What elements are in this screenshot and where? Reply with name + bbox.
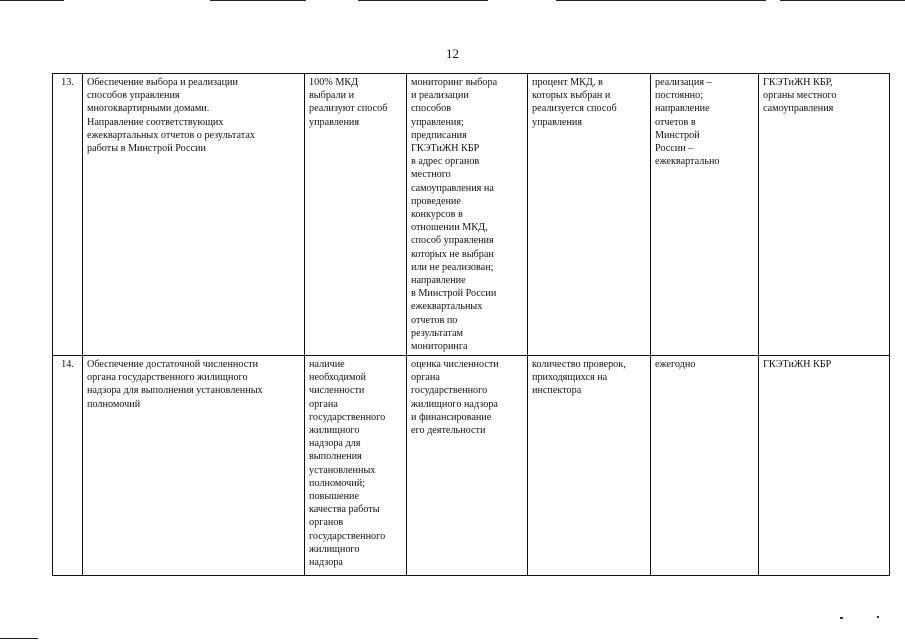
scan-edge-line bbox=[0, 0, 64, 1]
scan-edge-line bbox=[358, 0, 488, 1]
timing-cell bbox=[651, 356, 759, 576]
row-number: 14. bbox=[61, 359, 74, 370]
responsible-cell bbox=[759, 356, 890, 576]
responsible-cell bbox=[759, 74, 890, 356]
indicator-text: процент МКД, в которых выбран и реализуется способ управления bbox=[532, 77, 617, 128]
mechanism-text: мониторинг выбора и реализации способов управления; предписания ГКЭТиЖН КБР в адрес органов местного самоуправления на проведение конкурсов в отношении МКД, способ управления которых не выбран или не реализован; направление в Минстрой России ежеквартальных отчетов по результатам мониторинга bbox=[411, 77, 498, 353]
row-number-cell bbox=[53, 356, 83, 576]
measures-table bbox=[52, 73, 890, 576]
activity-text: Обеспечение достаточной численности органа государственного жилищного надзора для выполнения установленных полномочий bbox=[87, 359, 263, 410]
target-text: 100% МКД выбрали и реализуют способ управления bbox=[309, 77, 388, 128]
responsible-text: ГКЭТиЖН КБР, органы местного самоуправления bbox=[763, 77, 837, 115]
mechanism-text: оценка численности органа государственного жилищного надзора и финансирование его деятельности bbox=[411, 359, 499, 437]
timing-text: ежегодно bbox=[655, 359, 696, 370]
scan-edge-line bbox=[780, 0, 905, 1]
page-number: 12 bbox=[446, 46, 459, 61]
target-text: наличие необходимой численности органа государственного жилищного надзора для выполнения установленных полномочий; повышение качества работы органов государственного жилищного надзора bbox=[309, 359, 386, 569]
timing-cell bbox=[651, 74, 759, 356]
mechanism-cell bbox=[407, 356, 528, 576]
activity-cell bbox=[83, 356, 305, 576]
row-number-cell bbox=[53, 74, 83, 356]
timing-text: реализация – постоянно; направление отчетов в Минстрой России – ежеквартально bbox=[655, 77, 720, 168]
scan-speck bbox=[840, 617, 843, 619]
activity-text: Обеспечение выбора и реализации способов управления многоквартирными домами. Направление соответствующих ежеквартальных отчетов о результатах работы в Минстрой России bbox=[87, 77, 255, 155]
scan-edge-line bbox=[556, 0, 766, 1]
indicator-cell bbox=[528, 356, 651, 576]
table-row bbox=[53, 74, 890, 356]
target-cell bbox=[305, 356, 407, 576]
table-row bbox=[53, 356, 890, 576]
mechanism-cell bbox=[407, 74, 528, 356]
scan-speck bbox=[877, 616, 879, 618]
indicator-cell bbox=[528, 74, 651, 356]
activity-cell bbox=[83, 74, 305, 356]
target-cell bbox=[305, 74, 407, 356]
scan-edge-line bbox=[0, 638, 38, 639]
indicator-text: количество проверок, приходящихся на инспектора bbox=[532, 359, 626, 397]
row-number: 13. bbox=[61, 77, 74, 88]
scan-edge-line bbox=[210, 0, 306, 1]
responsible-text: ГКЭТиЖН КБР bbox=[763, 359, 832, 370]
